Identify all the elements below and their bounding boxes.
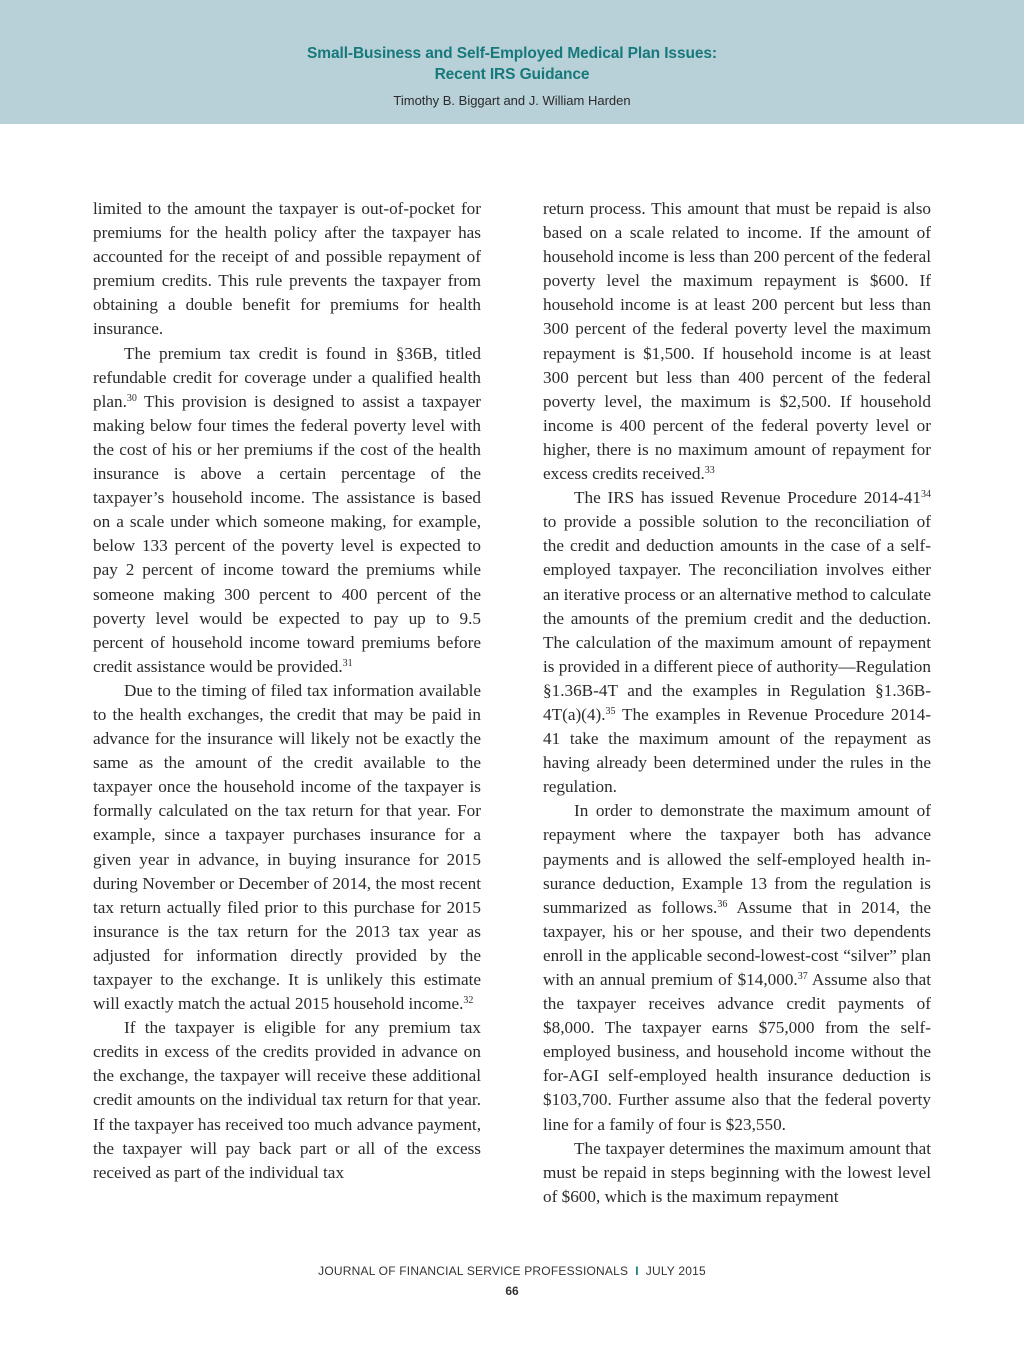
paragraph-text: This provision is designed to assist a taxpayer making below four times the federal poverty level with the cost of his or her premiums if the cost of the health insurance is above a certain percentage of the taxpayer’s household income. The assistance is based on a scale under which someone making, for example, below 133 percent of the poverty level is expected to pay 2 percent of income toward the premiums while someone making 300 percent to 400 percent of the poverty level would be expected to pay up to 9.5 percent of household income toward premiums before credit assistance would be provided. [93, 391, 481, 676]
footer-separator: I [635, 1264, 639, 1278]
paragraph [543, 799, 931, 1136]
paragraph-text: If the taxpayer is eligible for any premium tax credits in excess of the credits provided in advance on the exchange, the taxpayer will receive these additional credit amounts on the individual tax return for that year. If the taxpayer has received too much advance payment, the taxpayer will pay back part or all of the excess received as part of the individual tax [93, 1018, 481, 1182]
paragraph-text: to provide a possible solution to the reconciliation of the credit and deduction amounts in the case of a self-employed taxpayer. The reconciliation involves either an iterative process or an alternative method to calculate the amounts of the premium credit and the deduction. The calculation of the maximum amount of repayment is provided in a different piece of authority—Regulation §1.36B-4T and the examples in Regulation §1.36B-4T(a)(4). [543, 512, 931, 724]
paragraph-text: Due to the timing of filed tax information available to the health exchanges, the credit that may be paid in advance for the insurance will likely not be exactly the same as the amount of the credit available to the taxpayer once the household income of the taxpayer is formally calculated on the tax return for that year. For example, since a taxpayer purchases insurance for a given year in advance, in buying insurance for 2015 during November or December of 2014, the most recent tax return actually filed prior to this purchase for 2015 insurance is the tax return for the 2013 tax year as adjusted for information directly provided by the taxpayer to the exchange. It is unlikely this estimate will exactly match the actual 2015 household income. [93, 680, 481, 1014]
paragraph [543, 1137, 931, 1209]
paragraph [543, 197, 931, 486]
footnote-ref: 35 [605, 705, 616, 717]
article-authors: Timothy B. Biggart and J. William Harden [393, 93, 631, 108]
paragraph [93, 197, 481, 342]
paragraph [93, 679, 481, 1016]
footnote-ref: 36 [717, 898, 728, 910]
paragraph-text: The IRS has issued Revenue Procedure 2014-41 [574, 488, 921, 508]
footnote-ref: 32 [463, 995, 474, 1007]
paragraph-text: limited to the amount the taxpayer is out-of-pocket for premiums for the health policy after the taxpayer has accounted for the receipt of and possible repayment of premium credits. This rule prevents the taxpayer from obtaining a double benefit for premiums for health insurance. [93, 199, 481, 339]
paragraph-text: The examples in Revenue Procedure 2014-41 take the maximum amount of the repayment as having already been determined under the rules in the regulation. [543, 704, 931, 797]
paragraph [93, 1016, 481, 1185]
paragraph-text: return process. This amount that must be repaid is also based on a scale related to income. If the amount of household income is less than 200 percent of the federal poverty level the maximum repayment is $600. If household income is at least 200 percent but less than 300 percent of the federal poverty level the maximum repayment is $1,500. If household income is at least 300 percent but less than 400 percent of the federal poverty level, the maximum is $2,500. If household income is 400 percent of the federal poverty level or higher, there is no maximum amount of repayment for excess credits received. [543, 199, 931, 484]
footnote-ref: 30 [126, 392, 137, 404]
footnote-ref: 31 [342, 657, 353, 669]
right-column [543, 197, 931, 1209]
paragraph-text: In order to demonstrate the maximum amount of repayment where the taxpayer both has advance payments and is allowed the self-employed health insurance deduction, Example 13 from the regulation is summarized as follows. [543, 801, 931, 917]
article-title-line-2: Recent IRS Guidance [434, 66, 590, 83]
paragraph [543, 486, 931, 799]
issue-date: JULY 2015 [645, 1264, 706, 1278]
footnote-ref: 33 [704, 465, 715, 477]
header-band [0, 0, 1024, 124]
paragraph-text: Assume also that the taxpayer receives advance credit payments of $8,000. The taxpayer earns $75,000 from the self-employed business, and household income without the for-AGI self-employed health insurance deduction is $103,700. Further assume also that the federal poverty line for a family of four is $23,550. [543, 970, 931, 1134]
article-title-line-1: Small-Business and Self-Employed Medical Plan Issues: [307, 45, 717, 62]
journal-name: JOURNAL OF FINANCIAL SERVICE PROFESSIONALS [318, 1264, 629, 1278]
footnote-ref: 34 [921, 489, 931, 501]
paragraph-text: The taxpayer determines the maximum amount that must be repaid in steps beginning with the lowest level of $600, which is the maximum repayment [543, 1138, 931, 1206]
page-number: 66 [505, 1284, 519, 1298]
paragraph-text: Assume that in 2014, the taxpayer, his or her spouse, and their two dependents enroll in the applicable second-lowest-cost “silver” plan with an annual premium of $14,000. [543, 897, 931, 989]
left-column [93, 197, 481, 1185]
footer-journal-line [0, 1264, 1024, 1278]
paragraph [93, 342, 481, 679]
paragraph-text: The premium tax credit is found in §36B, titled refundable credit for coverage under a qualified health plan. [93, 343, 481, 411]
footnote-ref: 37 [797, 971, 808, 982]
